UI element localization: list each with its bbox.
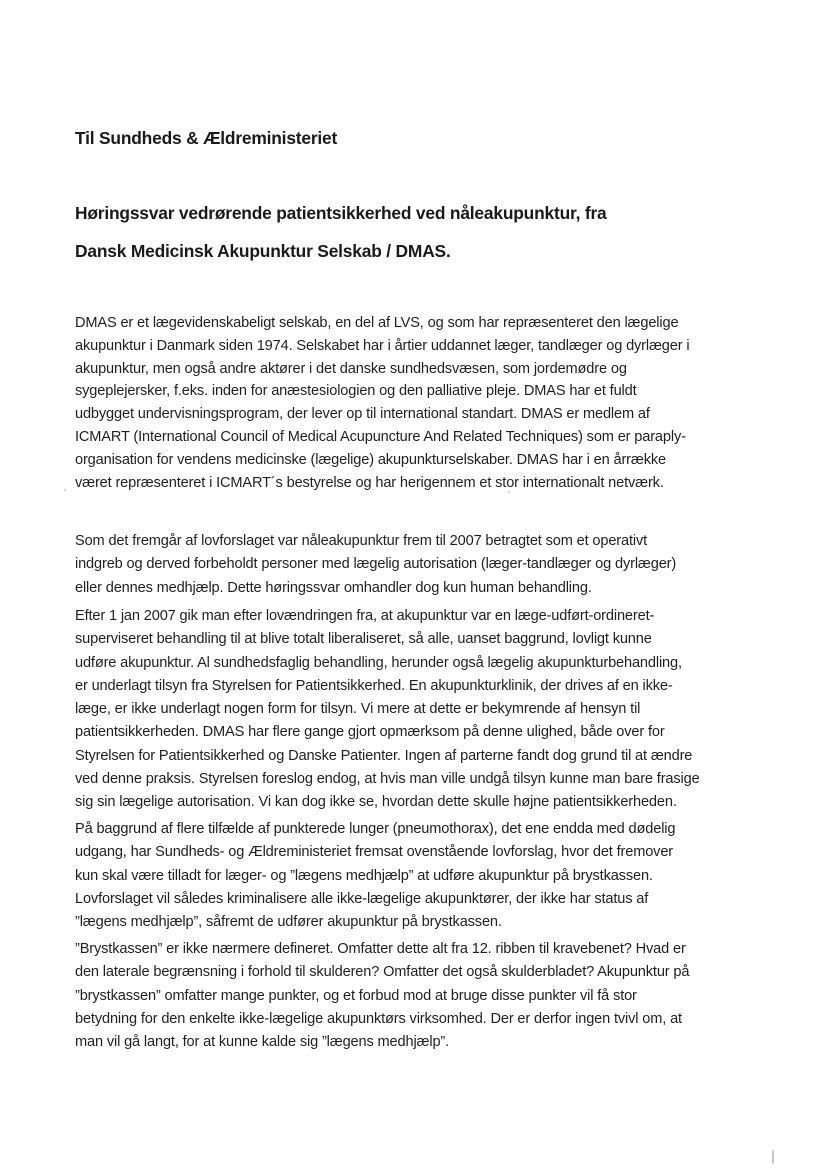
scan-speck (64, 489, 66, 491)
text-line: udføre akupunktur. Al sundhedsfaglig behandling, herunder også lægelig akupunkturbehandling, (75, 654, 682, 671)
text-line: kun skal være tilladt for læger- og ”lægens medhjælp” at udføre akupunktur på brystkassen. (75, 867, 653, 884)
paragraph-dmas-intro (75, 312, 745, 494)
text-line: ”Brystkassen” er ikke nærmere defineret. Omfatter dette alt fra 12. ribben til kravebenet? Hvad er (75, 941, 686, 957)
text-line: sygeplejersker, f.eks. inden for anæstesiologien og den palliative pleje. DMAS har et fuldt (75, 383, 637, 400)
text-line: er underlagt tilsyn fra Styrelsen for Patientsikkerhed. En akupunkturklinik, der drives af en ikke- (75, 677, 673, 694)
text-line: ICMART (International Council of Medical Acupuncture And Related Techniques) som er paraply- (75, 428, 686, 445)
paragraph-liberalisation (75, 605, 745, 815)
text-line: læge, er ikke underlagt nogen form for tilsyn. Vi mere at dette er bekymrende af hensyn til (75, 701, 641, 718)
title-line-2: Dansk Medicinsk Akupunktur Selskab / DMAS. (75, 241, 451, 261)
paragraph-history (75, 530, 745, 600)
text-line: været repræsenteret i ICMART´s bestyrelse og har herigennem et stor internationalt netværk. (75, 474, 664, 491)
text-line: organisation for vendens medicinske (lægelige) akupunkturselskaber. DMAS har i en årrække (75, 451, 666, 468)
text-line: patientsikkerheden. DMAS har flere gange gjort opmærksom på denne ulighed, både over for (75, 724, 665, 741)
text-line: indgreb og derved forbeholdt personer med lægelig autorisation (læger-tandlæger og dyrlæger) (75, 556, 677, 573)
recipient-heading: Til Sundheds & Ældreministeriet (75, 128, 338, 148)
text-line: akupunktur, men også andre aktører i det danske sundhedsvæsen, som jordemødre og (75, 360, 627, 377)
paragraph-pneumothorax (75, 818, 745, 934)
scan-speck (772, 1150, 774, 1164)
paragraph-brystkassen (75, 938, 745, 1054)
text-line: udbygget undervisningsprogram, der lever op til international standart. DMAS er medlem af (75, 406, 650, 423)
text-line: Som det fremgår af lovforslaget var nåleakupunktur frem til 2007 betragtet som et operativt (75, 533, 648, 549)
text-line: ”brystkassen” omfatter mange punkter, og et forbud mod at bruge disse punkter vil få stor (75, 987, 637, 1004)
text-line: sig sin lægelige autorisation. Vi kan dog ikke se, hvordan dette skulle højne patientsikkerheden. (75, 794, 677, 811)
text-line: På baggrund af flere tilfælde af punkterede lunger (pneumothorax), det ene endda med dødelig (75, 821, 676, 837)
text-line: betydning for den enkelte ikke-lægelige akupunktørs virksomhed. Der er derfor ingen tvivl om, at (75, 1010, 682, 1027)
text-line: eller dennes medhjælp. Dette høringssvar omhandler dog kun human behandling. (75, 579, 592, 596)
text-line: superviseret behandling til at blive totalt liberaliseret, så alle, uanset baggrund, lovligt kunne (75, 631, 652, 648)
text-line: ”lægens medhjælp”, såfremt de udfører akupunktur på brystkassen. (75, 914, 502, 931)
text-line: DMAS er et lægevidenskabeligt selskab, en del af LVS, og som har repræsenteret den lægelige (75, 315, 679, 331)
text-line: Efter 1 jan 2007 gik man efter lovændringen fra, at akupunktur var en læge-udført-ordineret- (75, 608, 655, 624)
title-line-1: Høringssvar vedrørende patientsikkerhed ved nåleakupunktur, fra (75, 203, 607, 223)
scan-speck (508, 491, 510, 493)
text-line: man vil gå langt, for at kunne kalde sig ”lægens medhjælp”. (75, 1034, 450, 1051)
text-line: den laterale begrænsning i forhold til skulderen? Omfatter det også skulderbladet? Akupunktur på (75, 964, 690, 981)
text-line: ved denne praksis. Styrelsen foreslog endog, at hvis man ville undgå tilsyn kunne man bare frasige (75, 771, 700, 788)
text-line: Styrelsen for Patientsikkerhed og Danske Patienter. Ingen af parterne fandt dog grund til at ændre (75, 747, 693, 764)
text-line: udgang, har Sundheds- og Ældreministeriet fremsat ovenstående lovforslag, hvor det fremover (75, 844, 673, 861)
text-line: Lovforslaget vil således kriminalisere alle ikke-lægelige akupunktører, der ikke har status af (75, 890, 649, 907)
text-line: akupunktur i Danmark siden 1974. Selskabet har i årtier uddannet læger, tandlæger og dyrlæger i (75, 337, 690, 354)
